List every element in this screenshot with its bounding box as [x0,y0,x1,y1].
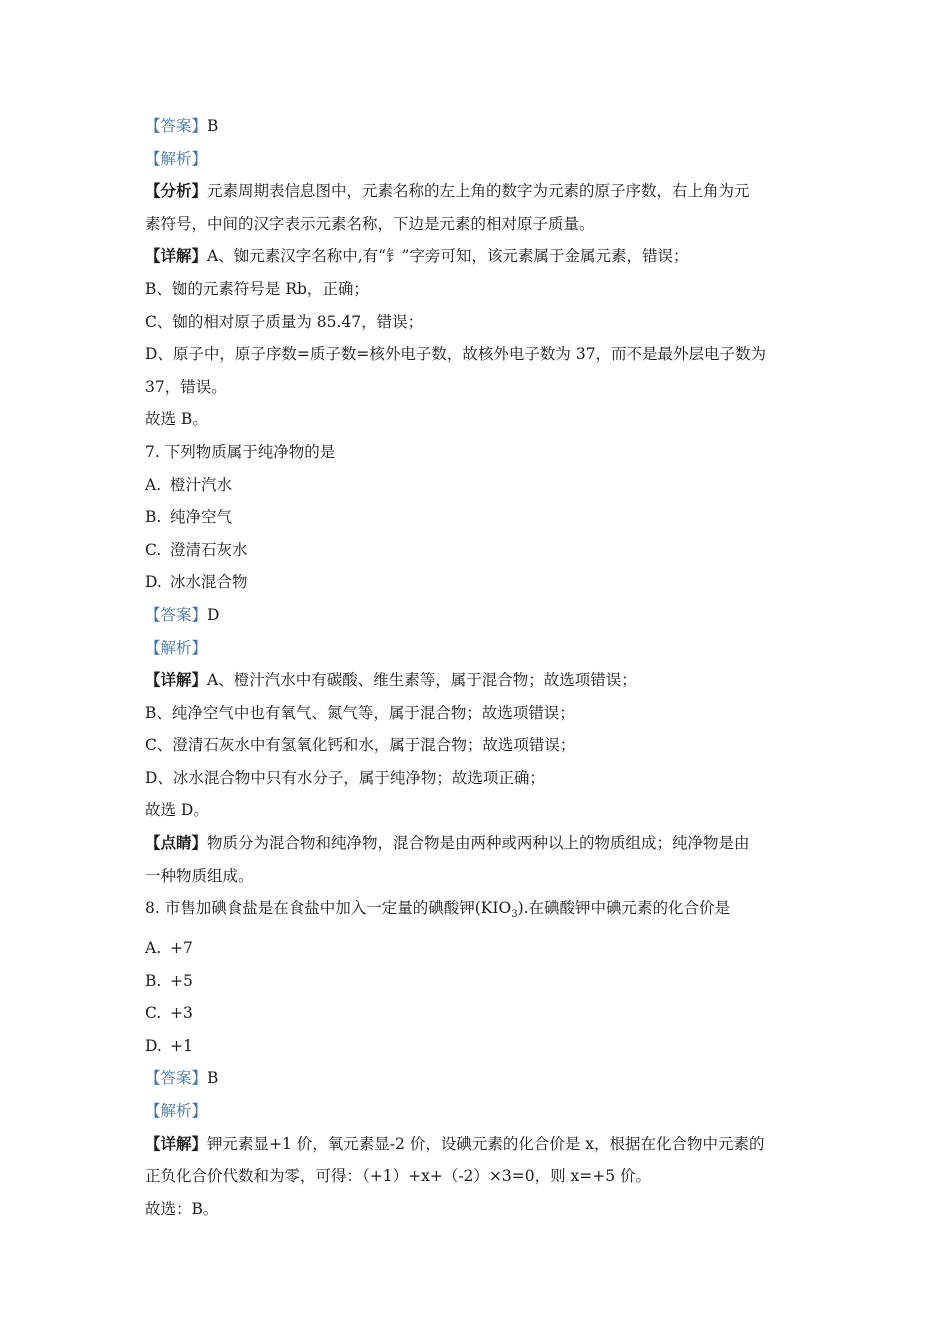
fenxi-line-2: 素符号，中间的汉字表示元素名称，下边是元素的相对原子质量。 [145,214,595,233]
q8-option-a [145,932,810,965]
fenxi-line [145,175,810,208]
q8-detail-line-2: 正负化合价代数和为零，可得：（+1）+x+（-2）×3=0，则 x=+5 价。 [145,1167,652,1186]
answer-value: D [207,605,220,624]
q7-option-a [145,469,810,502]
stem-text-end: ).在碘酸钾中碘元素的化合价是 [517,899,731,918]
option-letter: B. [145,508,162,527]
q7-detail-line-c: C、澄清石灰水中有氢氧化钙和水，属于混合物；故选项错误； [145,736,576,755]
answer-tag: 【答案】 [145,1069,208,1088]
detail-tag: 【详解】 [145,1133,208,1153]
analysis-tag: 【解析】 [145,1101,208,1120]
option-text: +3 [170,1004,193,1023]
option-text: 澄清石灰水 [170,540,248,559]
option-letter: D. [145,1036,162,1055]
detail-line-d: D、原子中，原子序数=质子数=核外电子数，故核外电子数为 37，而不是最外层电子数为 [145,345,767,364]
q7-comment-line [145,827,810,860]
option-letter: A. [145,475,162,494]
q7-answer-line [145,599,810,632]
q8-option-d [145,1030,810,1063]
detail-text: 钾元素显+1 价，氧元素显-2 价，设碘元素的化合价是 x，根据在化合物中元素的 [207,1134,765,1153]
fenxi-text: 元素周期表信息图中，元素名称的左上角的数字为元素的原子序数，右上角为元 [207,182,750,201]
fenxi-tag: 【分析】 [145,181,208,201]
q7-detail-line-b: B、纯净空气中也有氧气、氮气等，属于混合物；故选项错误； [145,703,575,722]
answer-tag: 【答案】 [145,117,208,135]
option-text: 纯净空气 [170,508,233,527]
q8-conclusion: 故选：B。 [145,1199,219,1218]
question-8-stem [145,892,810,932]
q7-option-b [145,501,810,534]
option-letter: C. [145,1004,162,1023]
question-7-stem: 7. 下列物质属于纯净物的是 [145,442,336,461]
detail-line-b: B、铷的元素符号是 Rb，正确； [145,279,369,298]
answer-value: B [207,117,219,135]
answer-line [145,110,810,143]
q8-analysis-heading [145,1095,810,1128]
conclusion-line: 故选 B。 [145,410,208,429]
detail-line-d-cont: 37，错误。 [145,377,227,396]
option-letter: D. [145,573,162,592]
analysis-tag: 【解析】 [145,149,208,168]
document-content [145,110,810,1225]
q7-option-d [145,566,810,599]
q8-option-c [145,997,810,1030]
option-text: 橙汁汽水 [170,475,233,494]
formula-subscript: 3 [511,909,518,921]
q7-option-c [145,534,810,567]
answer-tag: 【答案】 [145,605,208,624]
q7-detail-line-d: D、冰水混合物中只有水分子，属于纯净物；故选项正确； [145,768,545,787]
q8-answer-line [145,1062,810,1095]
q7-analysis-heading [145,632,810,665]
stem-text: 8. 市售加碘食盐是在食盐中加入一定量的碘酸钾(KIO [145,899,512,918]
detail-tag: 【详解】 [145,670,208,690]
answer-value: B [207,1069,219,1088]
detail-line-c: C、铷的相对原子质量为 85.47，错误； [145,312,424,331]
comment-tag: 【点睛】 [145,833,208,853]
q8-detail-line [145,1128,810,1161]
q8-option-b [145,965,810,998]
option-letter: B. [145,971,162,990]
detail-text: A、橙汁汽水中有碳酸、维生素等，属于混合物；故选项错误； [207,671,637,690]
option-text: 冰水混合物 [170,573,248,592]
option-text: +1 [170,1036,193,1055]
q7-conclusion: 故选 D。 [145,801,209,820]
comment-text: 物质分为混合物和纯净物，混合物是由两种或两种以上的物质组成；纯净物是由 [207,834,750,853]
analysis-tag: 【解析】 [145,638,208,657]
q7-detail-line [145,664,810,697]
analysis-heading [145,143,810,176]
option-text: +5 [170,971,193,990]
detail-tag: 【详解】 [145,246,208,266]
option-letter: C. [145,540,162,559]
q7-comment-line-2: 一种物质组成。 [145,866,254,885]
option-letter: A. [145,938,162,957]
option-text: +7 [170,938,193,957]
detail-text: A、铷元素汉字名称中,有“钅”字旁可知，该元素属于金属元素，错误； [207,247,689,266]
detail-line [145,240,810,273]
